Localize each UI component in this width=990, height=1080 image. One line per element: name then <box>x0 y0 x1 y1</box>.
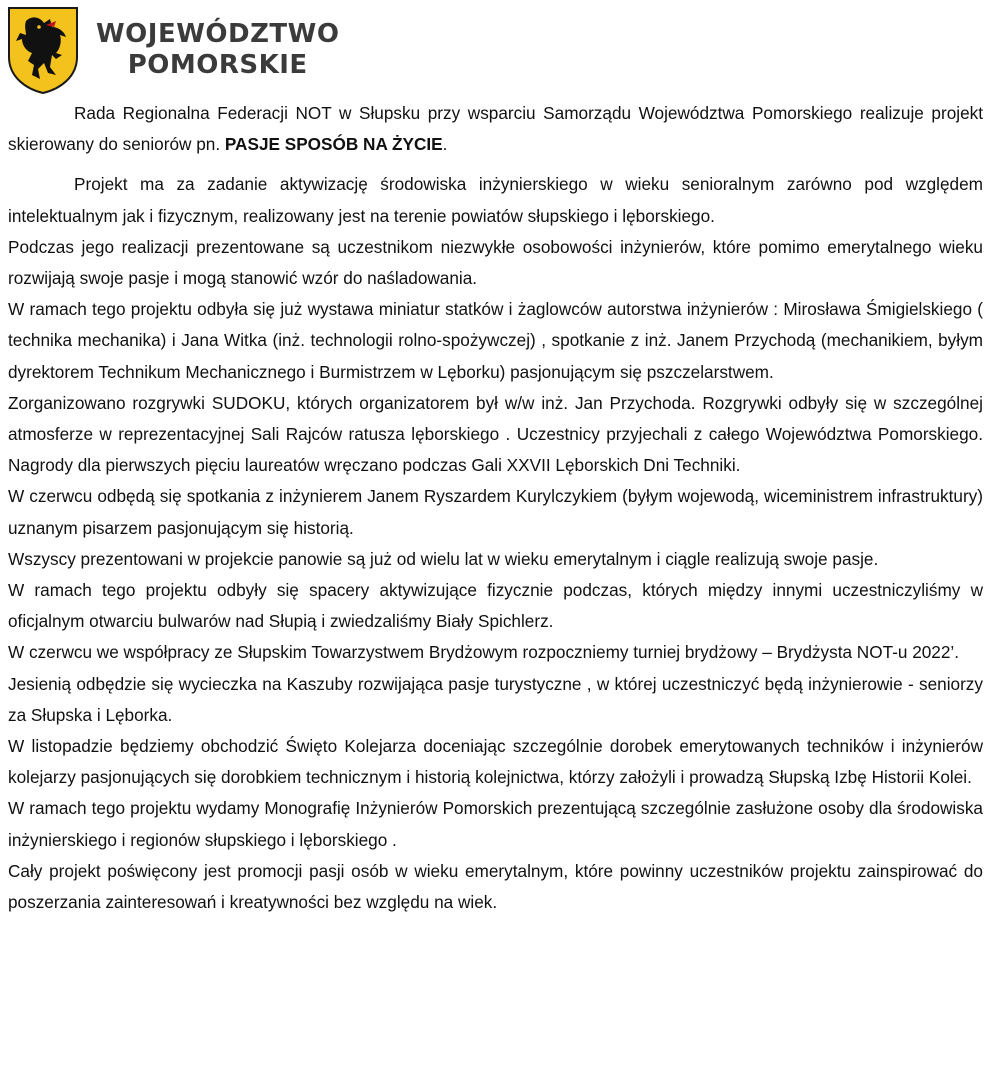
paragraph: W listopadzie będziemy obchodzić Święto Kolejarza doceniając szczególnie dorobek emerytowanych techników i inżynierów kolejarzy pasjonujących się dorobkiem technicznym i historią kolejnictwa, którzy założyli i prowadzą Słupską Izbę Historii Kolei. <box>8 736 983 788</box>
project-name: PASJE SPOSÓB NA ŻYCIE <box>224 134 443 155</box>
paragraph: Podczas jego realizacji prezentowane są uczestnikom niezwykłe osobowości inżynierów, które pomimo emerytalnego wieku rozwijają swoje pasje i mogą stanowić wzór do naśladowania. <box>8 236 983 289</box>
paragraph: W ramach tego projektu odbyły się spacery aktywizujące fizycznie podczas, których między innymi uczestniczyliśmy w oficjalnym otwarciu bulwarów nad Słupią i zwiedzaliśmy Biały Spichlerz. <box>8 580 983 632</box>
paragraph: Jesienią odbędzie się wycieczka na Kaszuby rozwijająca pasje turystyczne , w której uczestniczyć będą inżynierowie - seniorzy za Słupska i Lęborka. <box>8 673 983 725</box>
paragraph: W czerwcu odbędą się spotkania z inżynierem Janem Ryszardem Kurylczykiem (byłym wojewodą, wiceministrem infrastruktury) uznanym pisarzem pasjonującym się historią. <box>8 486 983 538</box>
document-body <box>8 98 983 918</box>
paragraph: Zorganizowano rozgrywki SUDOKU, których organizatorem był w/w inż. Jan Przychoda. Rozgrywki odbyły się w szczególnej atmosferze w reprezentacyjnej Sali Rajców ratusza lęborskiego . Uczestnicy przyjechali z całego Województwa Pomorskiego. Nagrody dla pierwszych pięciu laureatów wręczano podczas Gali XXVII Lęborskich Dni Techniki. <box>8 392 983 476</box>
header <box>6 4 339 96</box>
paragraph: Projekt ma za zadanie aktywizację środowiska inżynierskiego w wieku senioralnym zarówno pod względem intelektualnym jak i fizycznym, realizowany jest na terenie powiatów słupskiego i lęborskiego. <box>8 174 983 226</box>
organization-name <box>96 19 339 81</box>
paragraph: Rada Regionalna Federacji NOT w Słupsku przy wsparciu Samorządu Województwa Pomorskiego realizuje projekt skierowany do seniorów pn. PASJE SPOSÓB NA ŻYCIE. <box>8 103 983 155</box>
org-line-2: POMORSKIE <box>127 50 308 80</box>
org-line-1: WOJEWÓDZTWO <box>96 19 340 49</box>
griffin-crest-icon <box>6 5 80 95</box>
paragraph: Wszyscy prezentowani w projekcie panowie są już od wielu lat w wieku emerytalnym i ciągle realizują swoje pasje. <box>8 548 879 569</box>
paragraph: W ramach tego projektu odbyła się już wystawa miniatur statków i żaglowców autorstwa inżynierów : Mirosława Śmigielskiego ( technika mechanika) i Jana Witka (inż. technologii rolno-spożywczej) , spotkanie z inż. Janem Przychodą (mechanikiem, byłym dyrektorem Technikum Mechanicznego i Burmistrzem w Lęborku) pasjonującym się pszczelarstwem. <box>8 299 983 382</box>
paragraph: W ramach tego projektu wydamy Monografię Inżynierów Pomorskich prezentującą szczególnie zasłużone osoby dla środowiska inżynierskiego i regionów słupskiego i lęborskiego . <box>8 798 983 850</box>
paragraph: Cały projekt poświęcony jest promocji pasji osób w wieku emerytalnym, które powinny uczestników projektu zainspirować do poszerzania zainteresowań i kreatywności bez względu na wiek. <box>8 860 983 913</box>
paragraph: W czerwcu we współpracy ze Słupskim Towarzystwem Brydżowym rozpoczniemy turniej brydżowy – Brydżysta NOT-u 2022’. <box>8 642 960 663</box>
